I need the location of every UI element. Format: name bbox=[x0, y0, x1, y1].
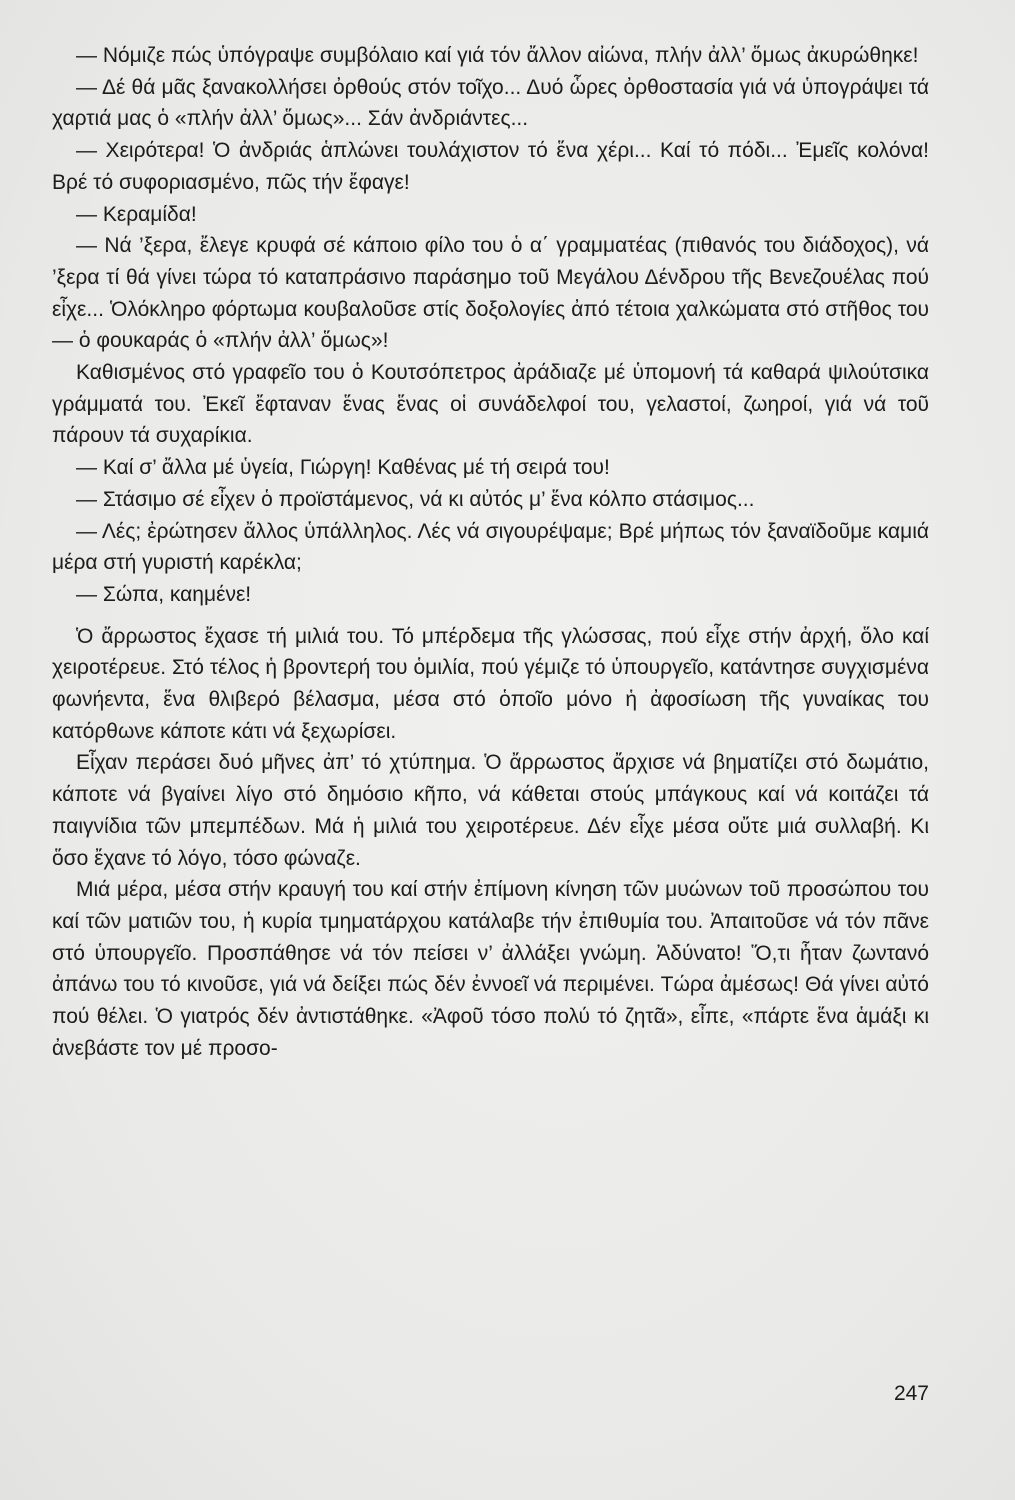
paragraph: Εἶχαν περάσει δυό μῆνες ἀπ’ τό χτύπημα. Ὁ ἄρρωστος ἄρχισε νά βηματίζει στό δωμάτιο, κάποτε νά βγαίνει λίγο στό δημόσιο κῆπο, νά κάθεται στούς μπάγκους καί νά κοιτάζει τά παιγνίδια τῶν μπεμπέδων. Μά ἡ μιλιά του χειροτέρευε. Δέν εἶχε μέσα οὔτε μιά συλλαβή. Κι ὅσο ἔχανε τό λόγο, τόσο φώναζε. bbox=[52, 751, 929, 870]
paragraph: Μιά μέρα, μέσα στήν κραυγή του καί στήν ἐπίμονη κίνηση τῶν μυώνων τοῦ προσώπου του καί τῶν ματιῶν του, ἡ κυρία τμηματάρχου κατάλαβε τήν ἐπιθυμία του. Ἀπαιτοῦσε νά τόν πᾶνε στό ὑπουργεῖο. Προσπάθησε νά τόν πείσει ν’ ἀλλάξει γνώμη. Ἀδύνατο! Ὅ,τι ἦταν ζωντανό ἀπάνω του τό κινοῦσε, γιά νά δείξει πώς δέν ἐννοεῖ νά περιμένει. Τώρα ἀμέσως! Θά γίνει αὐτό πού θέλει. Ὁ γιατρός δέν ἀντιστάθηκε. «Ἀφοῦ τόσο πολύ τό ζητᾶ», εἶπε, «πάρτε ἕνα ἁμάξι κι ἀνεβάστε τον μέ προσο- bbox=[52, 878, 929, 1060]
paragraph: — Κεραμίδα! bbox=[76, 202, 197, 226]
paragraph: Καθισμένος στό γραφεῖο του ὁ Κουτσόπετρος ἀράδιαζε μέ ὑπομονή τά καθαρά ψιλούτσικα γράμματά του. Ἐκεῖ ἔφταναν ἕνας ἕνας οἱ συνάδελφοί του, γελαστοί, ζωηροί, γιά νά τοῦ πάρουν τά συχαρίκια. bbox=[52, 361, 929, 448]
paragraph: — Στάσιμο σέ εἶχεν ὁ προϊστάμενος, νά κι αὐτός μ’ ἕνα κόλπο στάσιμος... bbox=[76, 487, 755, 511]
paragraph: — Σώπα, καημένε! bbox=[76, 582, 252, 606]
paragraph: Ὁ ἄρρωστος ἔχασε τή μιλιά του. Τό μπέρδεμα τῆς γλώσσας, πού εἶχε στήν ἀρχή, ὅλο καί χειροτέρευε. Στό τέλος ἡ βροντερή του ὁμιλία, πού γέμιζε τό ὑπουργεῖο, κατάντησε συγχισμένα φωνήεντα, ἕνα θλιβερό βέλασμα, μέσα στό ὁποῖο μόνο ἡ ἀφοσίωση τῆς γυναίκας του κατόρθωνε κάποτε κάτι νά ξεχωρίσει. bbox=[52, 624, 929, 743]
paragraph: — Καί σ’ ἄλλα μέ ὑγεία, Γιώργη! Καθένας μέ τή σειρά του! bbox=[76, 456, 610, 480]
paragraph: — Λές; ἐρώτησεν ἄλλος ὑπάλληλος. Λές νά σιγουρέψαμε; Βρέ μήπως τόν ξαναϊδοῦμε καμιά μέρα στή γυριστή καρέκλα; bbox=[52, 519, 929, 575]
paragraph: — Νά ’ξερα, ἔλεγε κρυφά σέ κάποιο φίλο του ὁ α΄ γραμματέας (πιθανός του διάδοχος), νά ’ξερα τί θά γίνει τώρα τό καταπράσινο παράσημο τοῦ Μεγάλου Δένδρου τῆς Βενεζουέλας πού εἶχε... Ὁλόκληρο φόρτωμα κουβαλοῦσε στίς δοξολογίες ἀπό τέτοια χαλκώματα στό στῆθος του — ὁ φουκαράς ὁ «πλήν ἀλλ’ ὅμως»! bbox=[52, 234, 929, 353]
page-number: 247 bbox=[893, 1382, 929, 1405]
paragraph: — Νόμιζε πώς ὑπόγραψε συμβόλαιο καί γιά τόν ἄλλον αἰώνα, πλήν ἀλλ’ ὅμως ἀκυρώθηκε! bbox=[76, 44, 919, 67]
paragraph: — Χειρότερα! Ὁ ἀνδριάς ἁπλώνει τουλάχιστον τό ἕνα χέρι... Καί τό πόδι... Ἐμεῖς κολόνα! Βρέ τό συφοριασμένο, πῶς τήν ἔφαγε! bbox=[52, 139, 929, 194]
paragraph: — Δέ θά μᾶς ξανακολλήσει ὀρθούς στόν τοῖχο... Δυό ὧρες ὀρθοστασία γιά νά ὑπογράψει τά χαρτιά μας ὁ «πλήν ἀλλ’ ὅμως»... Σάν ἀνδριάντες... bbox=[52, 75, 929, 131]
text-column bbox=[52, 40, 929, 1065]
